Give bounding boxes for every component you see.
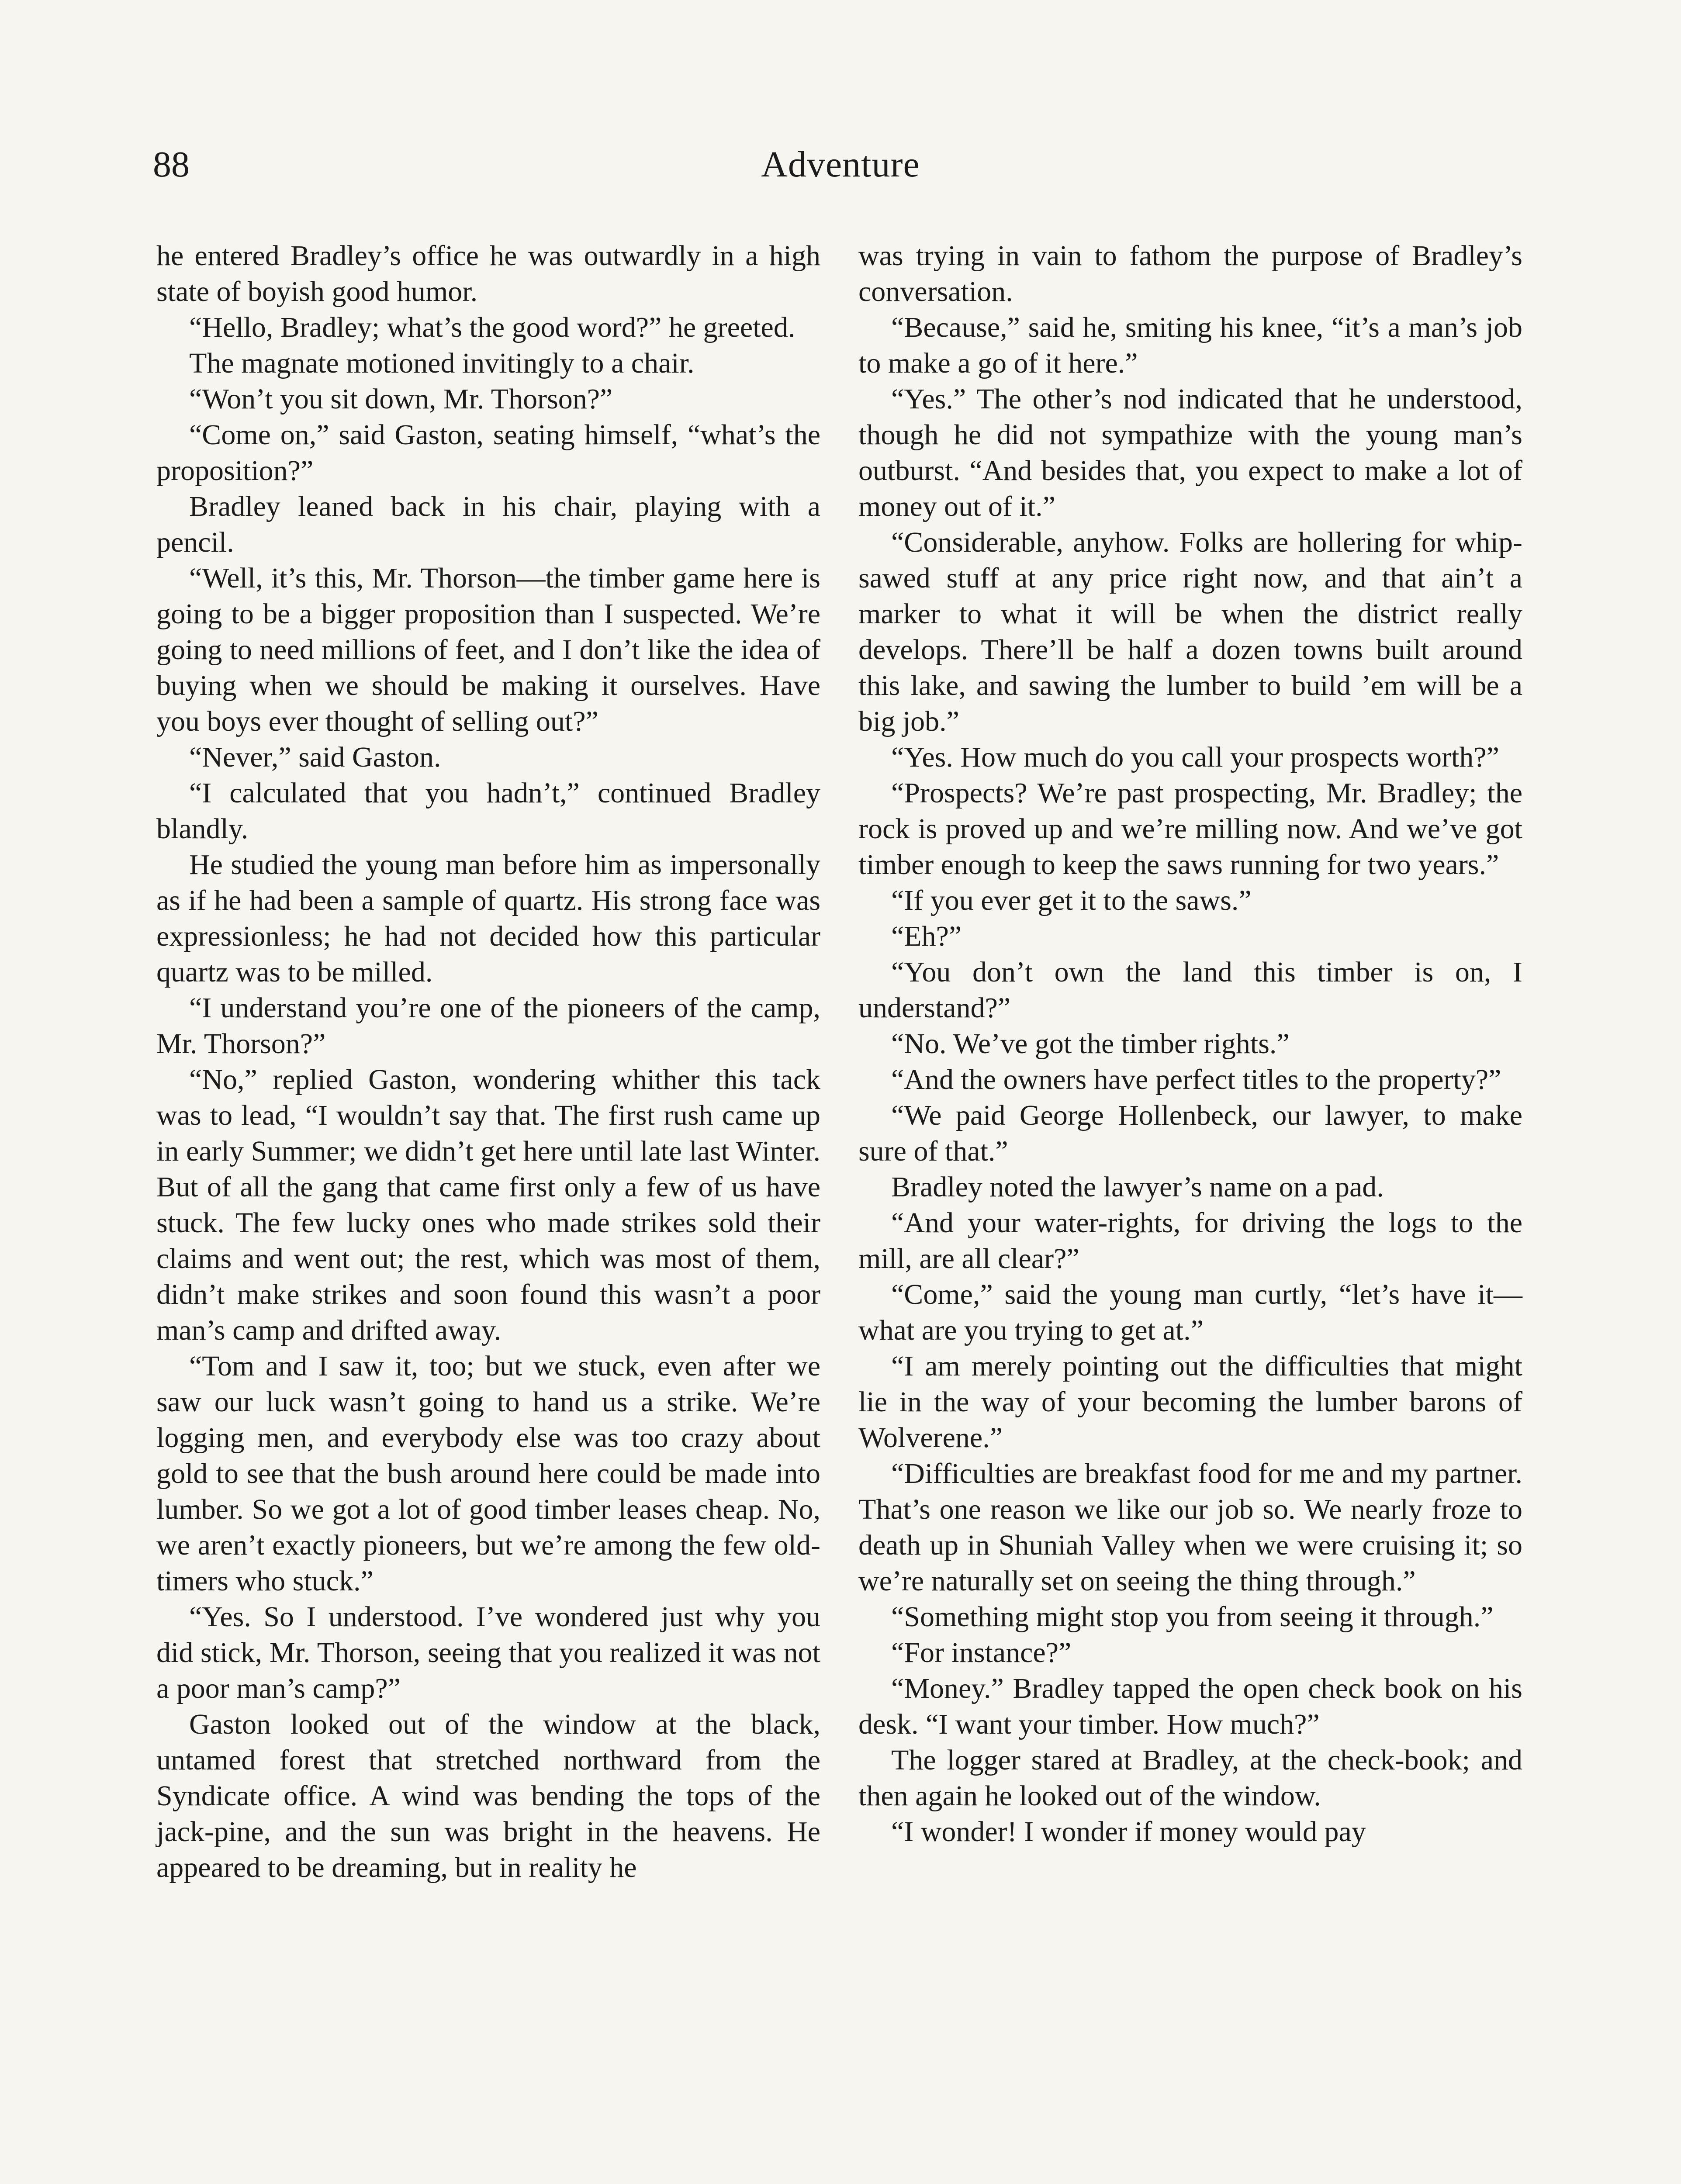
paragraph: “And your water-rights, for driving the logs to the mill, are all clear?” xyxy=(858,1207,1522,1275)
running-title: Adventure xyxy=(761,144,920,185)
paragraph: “Come on,” said Gaston, seating himself, “what’s the proposition?” xyxy=(156,419,820,487)
paragraph: “I wonder! I wonder if money would pay xyxy=(891,1816,1366,1848)
page-number: 88 xyxy=(153,144,190,185)
paragraph: “Yes. So I understood. I’ve wondered just why you did stick, Mr. Thorson, seeing that you realized it was not a poor man’s camp?” xyxy=(156,1601,820,1704)
paragraph: “For instance?” xyxy=(891,1637,1072,1669)
paragraph: “Something might stop you from seeing it through.” xyxy=(891,1601,1494,1633)
paragraph: “If you ever get it to the saws.” xyxy=(891,885,1252,916)
paragraph: “No,” replied Gaston, wondering whither this tack was to lead, “I wouldn’t say that. The first rush came up in early Summer; we didn’t get here until late last Winter. But of all the gang that came first only a few of us have stuck. The few lucky ones who made strikes sold their claims and went out; the rest, which was most of them, didn’t make strikes and soon found this wasn’t a poor man’s camp and drifted away. xyxy=(156,1064,820,1346)
paragraph: “Never,” said Gaston. xyxy=(189,741,441,773)
paragraph: “Come,” said the young man curtly, “let’s have it—what are you trying to get at.” xyxy=(858,1279,1522,1346)
paragraph: Bradley noted the lawyer’s name on a pad. xyxy=(891,1171,1384,1203)
paragraph: “Eh?” xyxy=(891,920,962,952)
paragraph: Bradley leaned back in his chair, playing with a pencil. xyxy=(156,491,820,558)
paragraph: “Well, it’s this, Mr. Thorson—the timber game here is going to be a bigger proposition than I suspected. We’re going to need millions of feet, and I don’t like the idea of buying when we should be making it ourselves. Have you boys ever thought of selling out?” xyxy=(156,562,820,737)
paragraph: “Hello, Bradley; what’s the good word?” he greeted. xyxy=(189,311,796,343)
paragraph: “Difficulties are breakfast food for me and my partner. That’s one reason we like our job so. We nearly froze to death up in Shuniah Valley when we were cruising it; so we’re naturally set on seeing the thing through.” xyxy=(858,1458,1522,1597)
right-column xyxy=(858,238,1522,1850)
paragraph: “We paid George Hollenbeck, our lawyer, to make sure of that.” xyxy=(858,1099,1522,1167)
paragraph: “Because,” said he, smiting his knee, “it’s a man’s job to make a go of it here.” xyxy=(858,311,1522,379)
paragraph: “Yes.” The other’s nod indicated that he understood, though he did not sympathize with the young man’s outburst. “And besides that, you expect to make a lot of money out of it.” xyxy=(858,383,1522,522)
paragraph: “I understand you’re one of the pioneers of the camp, Mr. Thorson?” xyxy=(156,992,820,1060)
paragraph: He studied the young man before him as impersonally as if he had been a sample of quartz. His strong face was expressionless; he had not decided how this particular quartz was to be milled. xyxy=(156,849,820,988)
paragraph: “I calculated that you hadn’t,” continued Bradley blandly. xyxy=(156,777,820,845)
left-column xyxy=(156,238,820,1886)
paragraph: “No. We’ve got the timber rights.” xyxy=(891,1028,1290,1060)
paragraph: The logger stared at Bradley, at the check-book; and then again he looked out of the window. xyxy=(858,1744,1522,1812)
paragraph: The magnate motioned invitingly to a chair. xyxy=(189,347,695,379)
paragraph: he entered Bradley’s office he was outwardly in a high state of boyish good humor. xyxy=(156,240,820,308)
paragraph: “Won’t you sit down, Mr. Thorson?” xyxy=(189,383,613,415)
paragraph: “I am merely pointing out the difficulties that might lie in the way of your becoming the lumber barons of Wolverene.” xyxy=(858,1350,1522,1454)
paragraph: “And the owners have perfect titles to the property?” xyxy=(891,1064,1501,1095)
paragraph: “Prospects? We’re past prospecting, Mr. Bradley; the rock is proved up and we’re milling now. And we’ve got timber enough to keep the saws running for two years.” xyxy=(858,777,1522,881)
paragraph: “Considerable, anyhow. Folks are hollering for whip-sawed stuff at any price right now, and that ain’t a marker to what it will be when the district really develops. There’ll be half a dozen towns built around this lake, and sawing the lumber to build ’em will be a big job.” xyxy=(858,526,1522,737)
paragraph: was trying in vain to fathom the purpose of Bradley’s conversation. xyxy=(858,240,1522,308)
paragraph: “You don’t own the land this timber is on, I understand?” xyxy=(858,956,1522,1024)
paragraph: Gaston looked out of the window at the black, untamed forest that stretched northward from the Syndicate office. A wind was bending the tops of the jack-pine, and the sun was bright in the heavens. He appeared to be dreaming, but in reality he xyxy=(156,1708,820,1883)
paragraph: “Tom and I saw it, too; but we stuck, even after we saw our luck wasn’t going to hand us a strike. We’re logging men, and everybody else was too crazy about gold to see that the bush around here could be made into lumber. So we got a lot of good timber leases cheap. No, we aren’t exactly pioneers, but we’re among the few old-timers who stuck.” xyxy=(156,1350,820,1597)
paragraph: “Yes. How much do you call your prospects worth?” xyxy=(891,741,1499,773)
paragraph: “Money.” Bradley tapped the open check book on his desk. “I want your timber. How much?” xyxy=(858,1673,1522,1740)
